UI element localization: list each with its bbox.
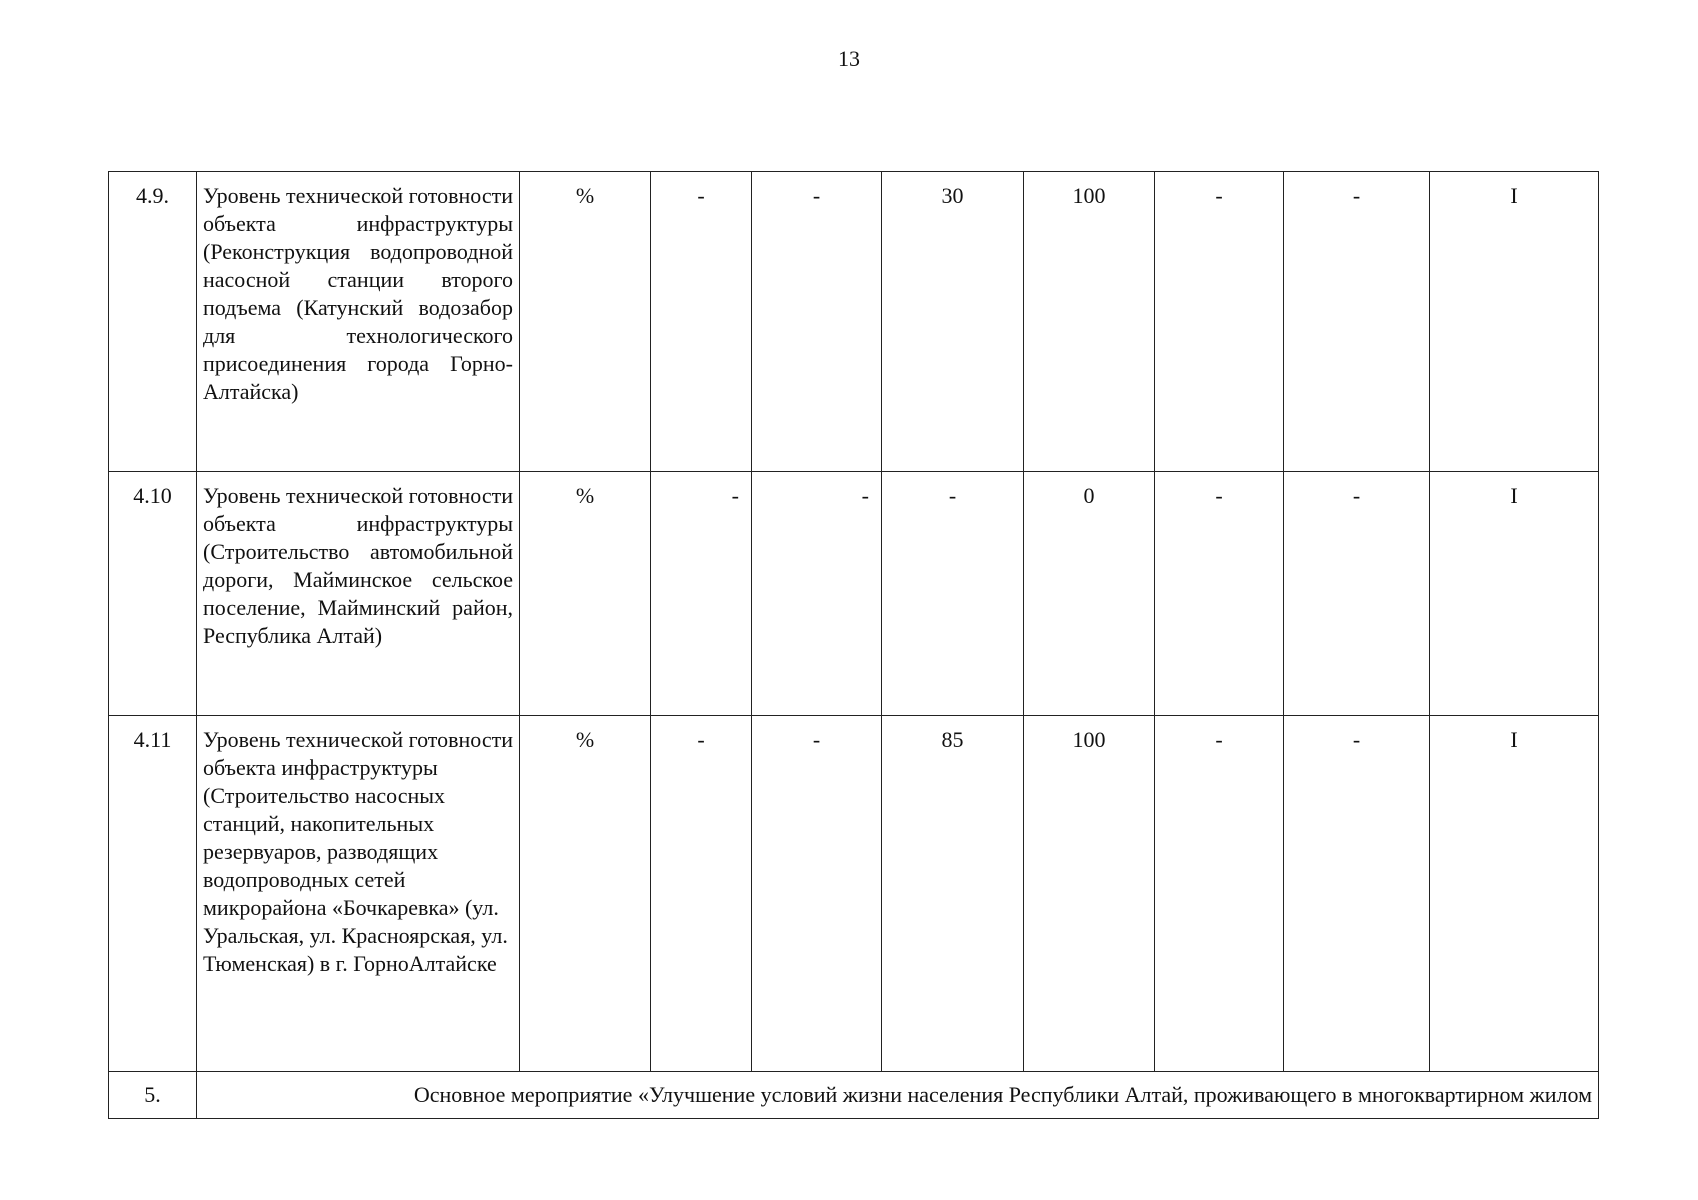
row-number: 4.9.	[109, 172, 197, 472]
unit-cell: %	[520, 172, 651, 472]
value-cell: -	[882, 472, 1024, 716]
value-cell: -	[1155, 716, 1284, 1072]
unit-cell: %	[520, 472, 651, 716]
indicator-description: Уровень технической готовности объекта инфраструктуры (Строительство автомобильной дороги, Майминское сельское поселение, Майминский район, Республика Алтай)	[197, 472, 520, 716]
value-cell: -	[1155, 172, 1284, 472]
value-cell: -	[1155, 472, 1284, 716]
value-cell: -	[1284, 472, 1430, 716]
value-cell: 0	[1024, 472, 1155, 716]
value-cell: 85	[882, 716, 1024, 1072]
table-row	[109, 472, 1599, 716]
section-number: 5.	[109, 1072, 197, 1119]
type-cell: I	[1430, 472, 1599, 716]
value-cell: -	[1284, 716, 1430, 1072]
indicators-table	[108, 171, 1599, 1119]
value-cell: 100	[1024, 172, 1155, 472]
row-number: 4.10	[109, 472, 197, 716]
indicator-description: Уровень технической готовности объекта инфраструктуры (Реконструкция водопроводной насосной станции второго подъема (Катунский водозабор для технологического присоединения города Горно-Алтайска)	[197, 172, 520, 472]
value-cell: -	[752, 716, 882, 1072]
section-title: Основное мероприятие «Улучшение условий жизни населения Республики Алтай, проживающего в многоквартирном жилом	[197, 1072, 1599, 1119]
page-number: 13	[838, 46, 860, 71]
indicator-description: Уровень технической готовности объекта инфраструктуры (Строительство насосных станций, накопительных резервуаров, разводящих водопроводных сетей микрорайона «Бочкаревка» (ул. Уральская, ул. Красноярская, ул. Тюменская) в г. ГорноАлтайске	[197, 716, 520, 1072]
value-cell: -	[651, 716, 752, 1072]
value-cell: 30	[882, 172, 1024, 472]
value-cell: -	[1284, 172, 1430, 472]
type-cell: I	[1430, 172, 1599, 472]
row-number: 4.11	[109, 716, 197, 1072]
type-cell: I	[1430, 716, 1599, 1072]
value-cell: -	[752, 472, 882, 716]
table-row	[109, 1072, 1599, 1119]
value-cell: -	[752, 172, 882, 472]
table-row	[109, 716, 1599, 1072]
value-cell: -	[651, 172, 752, 472]
value-cell: 100	[1024, 716, 1155, 1072]
value-cell: -	[651, 472, 752, 716]
table-row	[109, 172, 1599, 472]
unit-cell: %	[520, 716, 651, 1072]
